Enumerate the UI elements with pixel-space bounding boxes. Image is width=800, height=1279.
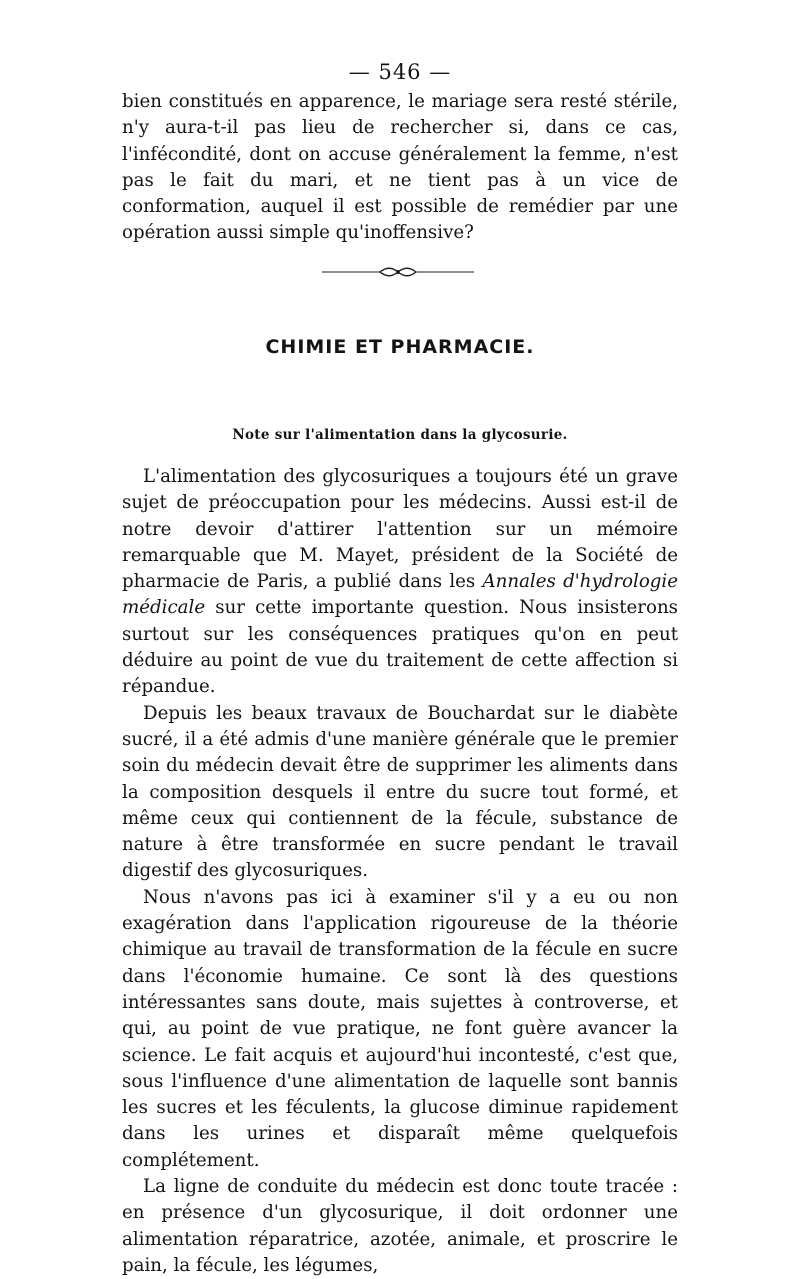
intro-paragraph: bien constitués en apparence, le mariage sera resté stérile, n'y aura-t-il pas lieu de rechercher si, dans ce cas, l'infécondité, dont on accuse généralement la femme, n'est pas le fait du mari, et ne tient pas à un vice de conformation, auquel il est possible de remédier par une opération aussi simple qu'inoffensive? — [122, 91, 678, 244]
article-paragraph-4: La ligne de conduite du médecin est donc toute tracée : en présence d'un glycosurique, il doit ordonner une alimentation réparatrice, azotée, animale, et proscrire le pain, la fécule, les légumes, — [122, 1176, 678, 1276]
article-paragraph-1 — [122, 464, 678, 701]
page-number: — 546 — — [348, 60, 452, 84]
paragraph-1-text-b: sur cette importante question. Nous insisterons surtout sur les conséquences pratiques qu'on en peut déduire au point de vue du traitement de cette affection si répandue. — [122, 597, 678, 698]
section-title: CHIMIE ET PHARMACIE. — [265, 336, 535, 358]
article-title: Note sur l'alimentation dans la glycosurie. — [232, 427, 568, 443]
article-body — [122, 464, 678, 1279]
journal-title-italic: Annales d'hydrologie médicale — [122, 571, 678, 619]
article-paragraph-2: Depuis les beaux travaux de Bouchardat sur le diabète sucré, il a été admis d'une manière générale que le premier soin du médecin devait être de supprimer les aliments dans la composition desquels il entre du sucre tout formé, et même ceux qui contiennent de la fécule, substance de nature à être transformée en sucre pendant le travail digestif des glycosuriques. — [122, 702, 678, 882]
article-paragraph-3: Nous n'avons pas ici à examiner s'il y a eu ou non exagération dans l'application rigoureuse de la théorie chimique au travail de transformation de la fécule en sucre dans l'économie humaine. Ce sont là des questions intéressantes sans doute, mais sujettes à controverse, et qui, au point de vue pratique, ne font guère avancer la science. Le fait acquis et aujourd'hui incontesté, c'est que, sous l'influence d'une alimentation de laquelle sont bannis les sucres et les féculents, la glucose diminue rapidement dans les urines et disparaît même quelquefois complétement. — [122, 886, 678, 1171]
ornament-divider-icon — [322, 266, 474, 278]
intro-text-block — [122, 89, 678, 247]
paragraph-1-text-a: L'alimentation des glycosuriques a toujours été un grave sujet de préoccupation pour les médecins. Aussi est-il de notre devoir d'attirer l'attention sur un mémoire remarquable que M. Mayet, président de la Société de pharmacie de Paris, a publié dans les — [122, 466, 678, 593]
